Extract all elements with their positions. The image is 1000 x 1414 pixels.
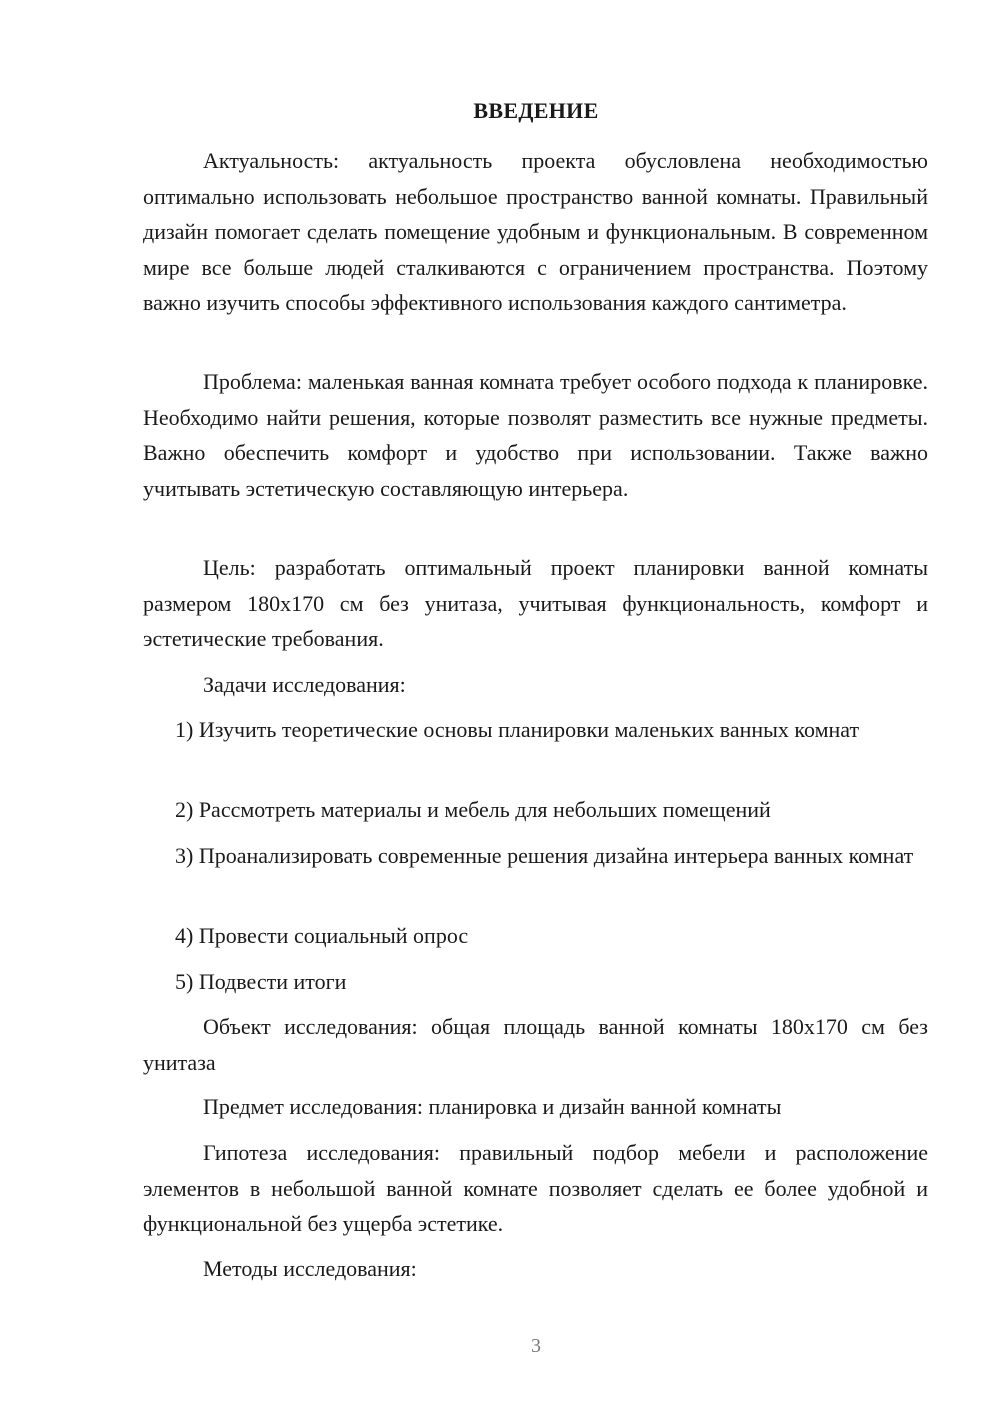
- page-number: 3: [531, 1335, 541, 1357]
- task-item-5: 5) Подвести итоги: [175, 969, 347, 994]
- paragraph-hypothesis: Гипотеза исследования: правильный подбор мебели и расположение элементов в небольшой ванной комнате позволяет сделать ее более удобной и функциональной без ущерба эстетике.: [143, 1140, 928, 1236]
- task-item-3: 3) Проанализировать современные решения дизайна интерьера ванных комнат: [175, 843, 914, 868]
- paragraph-subject: Предмет исследования: планировка и дизайн ванной комнаты: [203, 1094, 782, 1119]
- paragraph-goal: Цель: разработать оптимальный проект планировки ванной комнаты размером 180x170 см без унитаза, учитывая функциональность, комфорт и эстетические требования.: [143, 555, 928, 651]
- task-item-2: 2) Рассмотреть материалы и мебель для небольших помещений: [175, 797, 771, 822]
- paragraph-problem: Проблема: маленькая ванная комната требует особого подхода к планировке. Необходимо найти решения, которые позволят разместить все нужные предметы. Важно обеспечить комфорт и удобство при использовании. Также важно учитывать эстетическую составляющую интерьера.: [143, 369, 928, 501]
- task-item-1: 1) Изучить теоретические основы планировки маленьких ванных комнат: [175, 717, 860, 742]
- task-item-4: 4) Провести социальный опрос: [175, 923, 469, 948]
- methods-heading: Методы исследования:: [203, 1256, 417, 1281]
- section-title: ВВЕДЕНИЕ: [473, 98, 599, 123]
- tasks-heading: Задачи исследования:: [203, 672, 406, 697]
- paragraph-relevance: Актуальность: актуальность проекта обусловлена необходимостью оптимально использовать небольшое пространство ванной комнаты. Правильный дизайн помогает сделать помещение удобным и функциональным. В современном мире все больше людей сталкиваются с ограничением пространства. Поэтому важно изучить способы эффективного использования каждого сантиметра.: [143, 148, 928, 315]
- paragraph-object: Объект исследования: общая площадь ванной комнаты 180x170 см без унитаза: [143, 1014, 928, 1075]
